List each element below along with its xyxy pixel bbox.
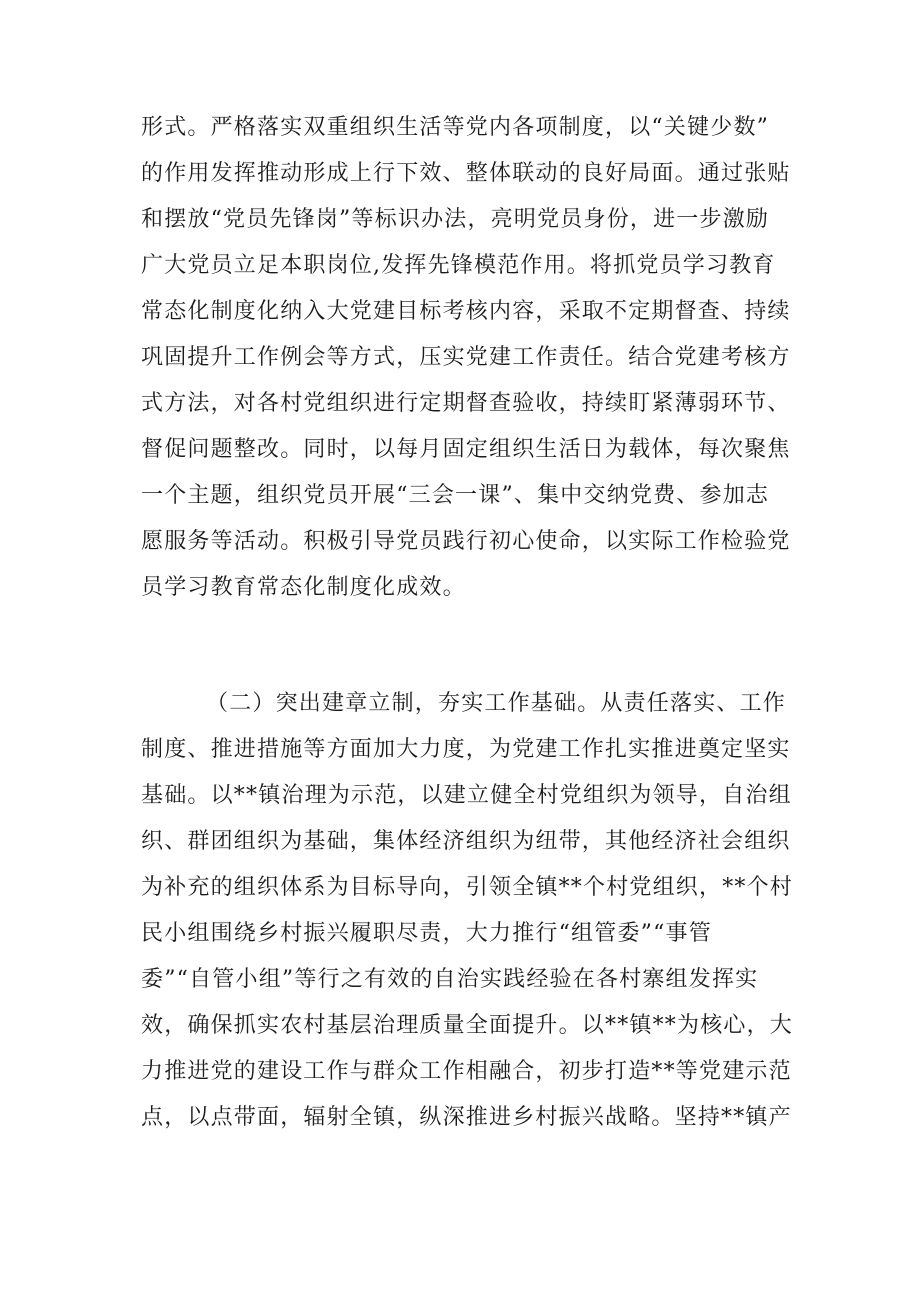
paragraph-1-line-9: 一个主题，组织党员开展“三会一课”、集中交纳党费、参加志 [141, 483, 770, 508]
paragraph-2-line-10: 点，以点带面，辐射全镇，纵深推进乡村振兴战略。坚持**镇产 [141, 1105, 792, 1130]
paragraph-1-line-5: 常态化制度化纳入大党建目标考核内容，采取不定期督查、持续 [141, 299, 791, 324]
paragraph-1-line-7: 式方法，对各村党组织进行定期督查验收，持续盯紧薄弱环节、 [141, 391, 791, 416]
paragraph-2-line-5: 为补充的组织体系为目标导向，引领全镇**个村党组织，**个村 [141, 875, 794, 900]
paragraph-2-line-9: 力推进党的建设工作与群众工作相融合，初步打造**等党建示范 [141, 1059, 792, 1084]
paragraph-2-line-8: 效，确保抓实农村基层治理质量全面提升。以**镇**为核心，大 [141, 1013, 794, 1038]
paragraph-1-line-8: 督促问题整改。同时，以每月固定组织生活日为载体，每次聚焦 [141, 437, 791, 462]
paragraph-2-line-3: 基础。以**镇治理为示范，以建立健全村党组织为领导，自治组 [141, 783, 792, 808]
paragraph-2-line-1: （二）突出建章立制，夯实工作基础。从责任落实、工作 [206, 691, 787, 716]
paragraph-1-line-2: 的作用发挥推动形成上行下效、整体联动的良好局面。通过张贴 [141, 161, 791, 186]
paragraph-1-line-11: 员学习教育常态化制度化成效。 [141, 575, 466, 600]
paragraph-1-line-10: 愿服务等活动。积极引导党员践行初心使命，以实际工作检验党 [141, 529, 791, 554]
paragraph-1-line-3: 和摆放“党员先锋岗”等标识办法，亮明党员身份，进一步激励 [141, 207, 770, 232]
paragraph-2-line-4: 织、群团组织为基础，集体经济组织为纽带，其他经济社会组织 [141, 829, 791, 854]
paragraph-1-line-1: 形式。严格落实双重组织生活等党内各项制度，以“关键少数” [141, 115, 770, 140]
paragraph-1-line-6: 巩固提升工作例会等方式，压实党建工作责任。结合党建考核方 [141, 345, 791, 370]
paragraph-2-line-7: 委”“自管小组”等行之有效的自治实践经验在各村寨组发挥实 [141, 967, 759, 992]
paragraph-1-line-4: 广大党员立足本职岗位,发挥先锋模范作用。将抓党员学习教育 [141, 253, 776, 278]
paragraph-2-line-6: 民小组围绕乡村振兴履职尽责，大力推行“组管委”“事管 [141, 921, 712, 946]
paragraph-2-line-2: 制度、推进措施等方面加大力度，为党建工作扎实推进奠定坚实 [141, 737, 791, 762]
